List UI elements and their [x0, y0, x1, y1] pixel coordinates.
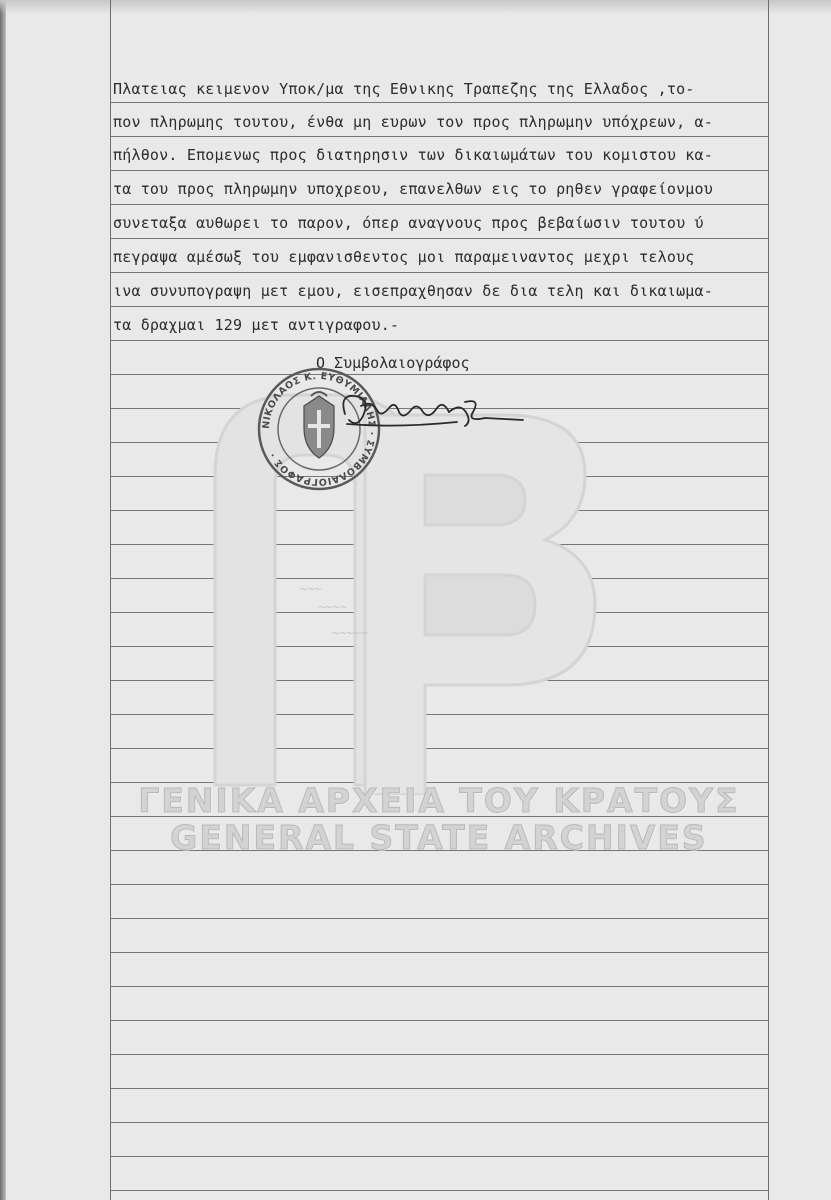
bleed-through-mark: ~~~~~ [332, 626, 369, 640]
ruled-line [110, 1088, 768, 1089]
ruled-line [110, 136, 768, 137]
ruled-line [110, 238, 768, 239]
text-line: πεγραψα αμέσωξ του εμφανισθεντος μοι παραμειναντος μεχρι τελους [113, 248, 695, 266]
svg-text:ΝΙΚΟΛΑΟΣ Κ. ΕΥΘΥΜΙΑΔΗΣ · ΣΥΜΒΟ: ΝΙΚΟΛΑΟΣ Κ. ΕΥΘΥΜΙΑΔΗΣ · ΣΥΜΒΟΛΑΙΟΓΡΑΦΟΣ · [260, 370, 378, 488]
ruled-line [110, 918, 768, 919]
text-line: Πλατειας κειμενον Υποκ/μα της Εθνικης Τραπεζης της Ελλαδος ,το- [113, 80, 695, 98]
ruled-line [110, 272, 768, 273]
bleed-through-mark: ~~~~ [318, 600, 347, 614]
ruled-line [110, 1122, 768, 1123]
page-edge-shadow [0, 0, 6, 1200]
ruled-line [110, 102, 768, 103]
text-line: ινα συνυπογραψη μετ εμου, εισεπραχθησαν δε δια τελη και δικαιωμα- [113, 282, 713, 300]
ruled-line [110, 340, 768, 341]
text-line: πήλθον. Επομενως προς διατηρησιν των δικαιωμάτων του κομιστου κα- [113, 146, 713, 164]
ruled-line [110, 1190, 768, 1191]
ruled-line [110, 1054, 768, 1055]
notary-title: Ο Συμβολαιογράφος [316, 354, 470, 372]
page-top-shadow [0, 0, 831, 14]
bleed-through-mark: ~~~ [300, 582, 322, 596]
ruled-line [110, 884, 768, 885]
ruled-line [110, 306, 768, 307]
ruled-line [110, 1020, 768, 1021]
ruled-line [110, 170, 768, 171]
right-margin-line [768, 0, 769, 1200]
text-line: τα του προς πληρωμην υποχρεου, επανελθων εις το ρηθεν γραφείονμου [113, 180, 713, 198]
handwritten-signature [337, 388, 527, 432]
watermark-english: GENERAL STATE ARCHIVES [170, 818, 708, 857]
ruled-line [110, 986, 768, 987]
watermark-greek: ΓΕΝΙΚΑ ΑΡΧΕΙΑ ΤΟΥ ΚΡΑΤΟΥΣ [138, 781, 740, 820]
ruled-line [110, 204, 768, 205]
text-line: συνεταξα αυθωρει το παρον, όπερ αναγνους προς βεβαίωσιν τουτου ύ [113, 214, 704, 232]
text-line: πον πληρωμης τουτου, ένθα μη ευρων τον προς πληρωμην υπόχρεων, α- [113, 113, 713, 131]
text-line: τα δραχμαι 129 μετ αντιγραφου.- [113, 316, 400, 334]
ruled-line [110, 1156, 768, 1157]
ruled-line [110, 952, 768, 953]
